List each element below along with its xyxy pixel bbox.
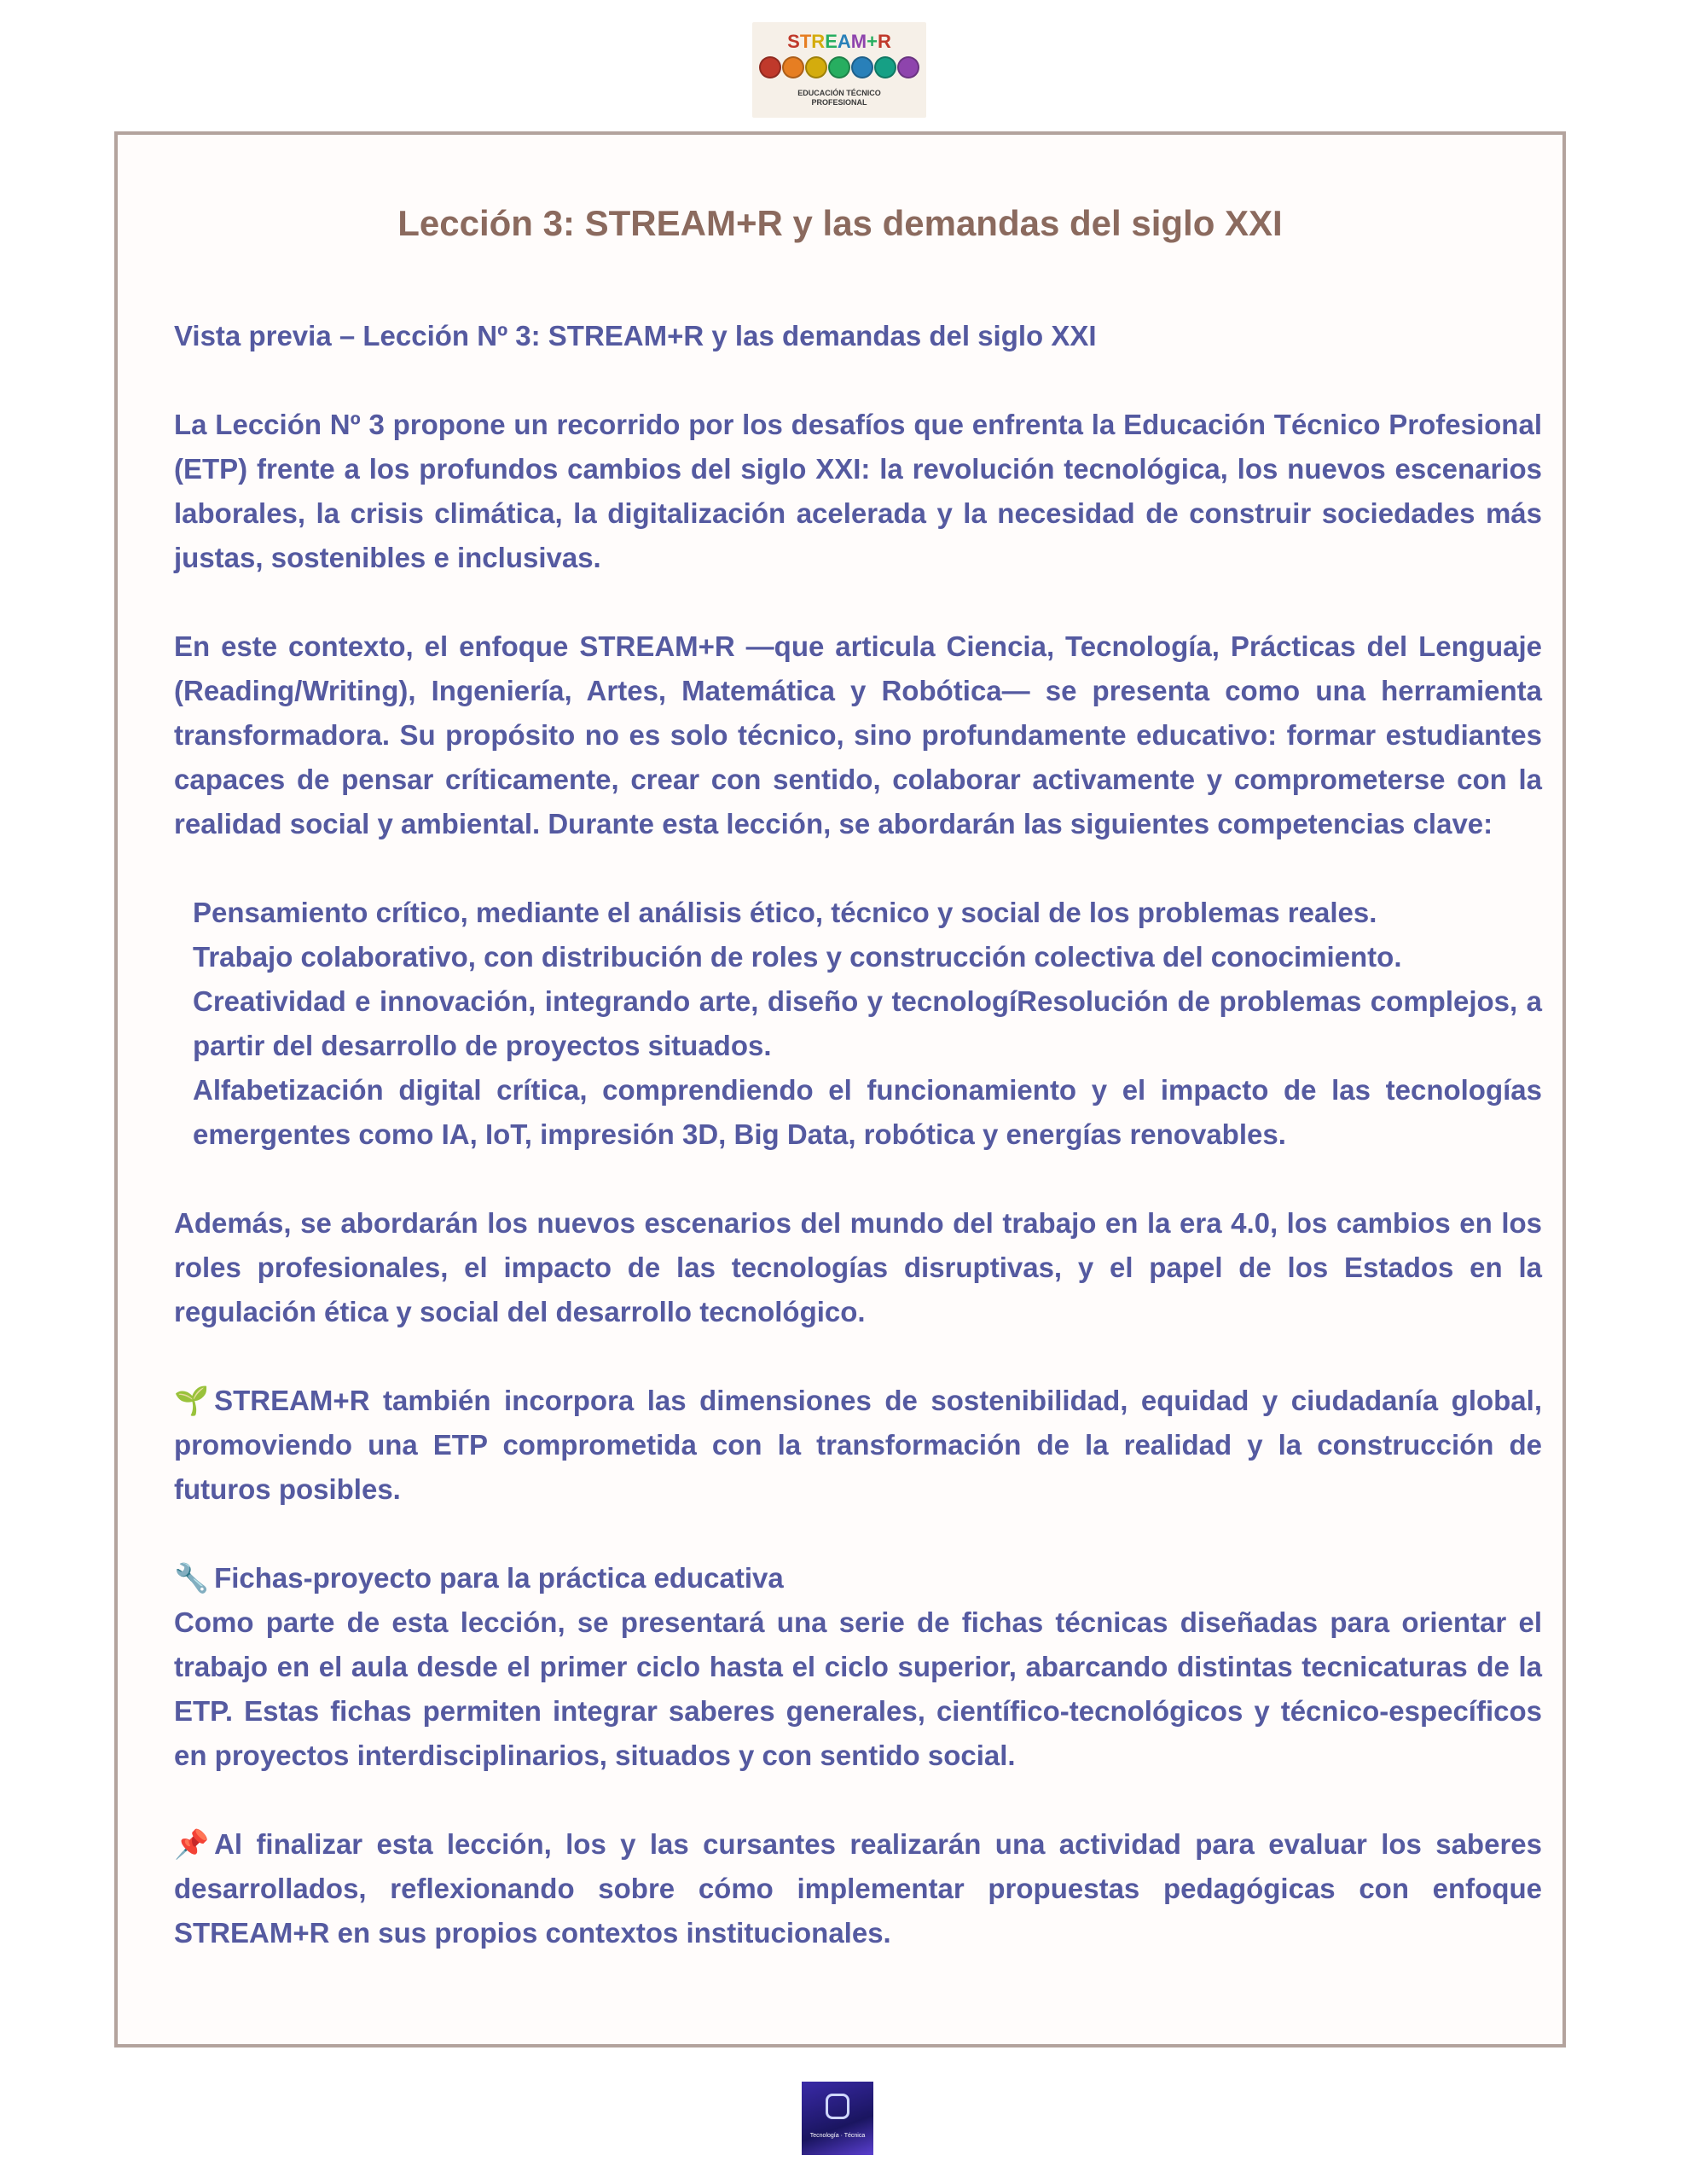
pushpin-icon: 📌 xyxy=(174,1828,210,1860)
work-paragraph: Además, se abordarán los nuevos escenarios del mundo del trabajo en la era 4.0, los cambios en los roles profesionales, el impacto de las tecnologías disruptivas, y el papel de los Estados en la regulación ética y social del desarrollo tecnológico. xyxy=(174,1207,1542,1327)
robot-icon xyxy=(826,2094,849,2119)
math-icon xyxy=(874,56,896,78)
lesson-heading: Lección 3: STREAM+R y las demandas del siglo XXI xyxy=(397,203,1283,243)
preview-subtitle: Vista previa – Lección Nº 3: STREAM+R y las demandas del siglo XXI xyxy=(174,320,1097,351)
reading-icon xyxy=(805,56,827,78)
list-item: Creatividad e innovación, integrando arte, diseño y tecnologíResolución de problemas complejos, a partir del desarrollo de proyectos situados. xyxy=(193,985,1542,1061)
science-icon xyxy=(759,56,781,78)
competencies-list xyxy=(174,891,1542,1157)
fichas-title: 🔧 Fichas-proyecto para la práctica educativa xyxy=(174,1556,1542,1600)
arts-icon xyxy=(851,56,873,78)
logo-caption: EDUCACIÓN TÉCNICO PROFESIONAL xyxy=(797,89,881,107)
fichas-paragraph: Como parte de esta lección, se presentará una serie de fichas técnicas diseñadas para orientar el trabajo en el aula desde el primer ciclo hasta el ciclo superior, abarcando distintas tecnicaturas de la ETP. Estas fichas permiten integrar saberes generales, científico-tecnológicos y técnico-específicos en proyectos interdisciplinarios, situados y con sentido social. xyxy=(174,1606,1542,1771)
logo-title: STREAM+R xyxy=(787,31,891,52)
robotics-icon xyxy=(897,56,919,78)
tecnologia-tecnica-logo: Tecnología · Técnica xyxy=(802,2082,873,2155)
lesson-content xyxy=(174,314,1542,1955)
list-item: Pensamiento crítico, mediante el análisis ético, técnico y social de los problemas reales. xyxy=(193,897,1377,928)
logo-discipline-icons xyxy=(759,56,919,82)
technology-icon xyxy=(782,56,804,78)
lesson-frame xyxy=(114,131,1566,2048)
stream-r-logo xyxy=(752,22,926,118)
closing-paragraph: 📌 Al finalizar esta lección, los y las cursantes realizarán una actividad para evaluar los saberes desarrollados, reflexionando sobre cómo implementar propuestas pedagógicas con enfoque STREAM+R en sus propios contextos institucionales. xyxy=(174,1822,1542,1955)
sustainability-paragraph: 🌱 STREAM+R también incorpora las dimensiones de sostenibilidad, equidad y ciudadanía global, promoviendo una ETP comprometida con la transformación de la realidad y la construcción de futuros posibles. xyxy=(174,1379,1542,1512)
list-item: Trabajo colaborativo, con distribución de roles y construcción colectiva del conocimiento. xyxy=(193,941,1402,973)
context-paragraph: En este contexto, el enfoque STREAM+R —que articula Ciencia, Tecnología, Prácticas del Lenguaje (Reading/Writing), Ingeniería, Artes, Matemática y Robótica— se presenta como una herramienta transformadora. Su propósito no es solo técnico, sino profundamente educativo: formar estudiantes capaces de pensar críticamente, crear con sentido, colaborar activamente y comprometerse con la realidad social y ambiental. Durante esta lección, se abordarán las siguientes competencias clave: xyxy=(174,630,1542,839)
list-item: Alfabetización digital crítica, comprendiendo el funcionamiento y el impacto de las tecnologías emergentes como IA, IoT, impresión 3D, Big Data, robótica y energías renovables. xyxy=(193,1074,1542,1150)
engineering-icon xyxy=(828,56,850,78)
intro-paragraph: La Lección Nº 3 propone un recorrido por los desafíos que enfrenta la Educación Técnico Profesional (ETP) frente a los profundos cambios del siglo XXI: la revolución tecnológica, los nuevos escenarios laborales, la crisis climática, la digitalización acelerada y la necesidad de construir sociedades más justas, sostenibles e inclusivas. xyxy=(174,409,1542,573)
sprout-icon: 🌱 xyxy=(174,1385,210,1416)
wrench-icon: 🔧 xyxy=(174,1562,210,1594)
